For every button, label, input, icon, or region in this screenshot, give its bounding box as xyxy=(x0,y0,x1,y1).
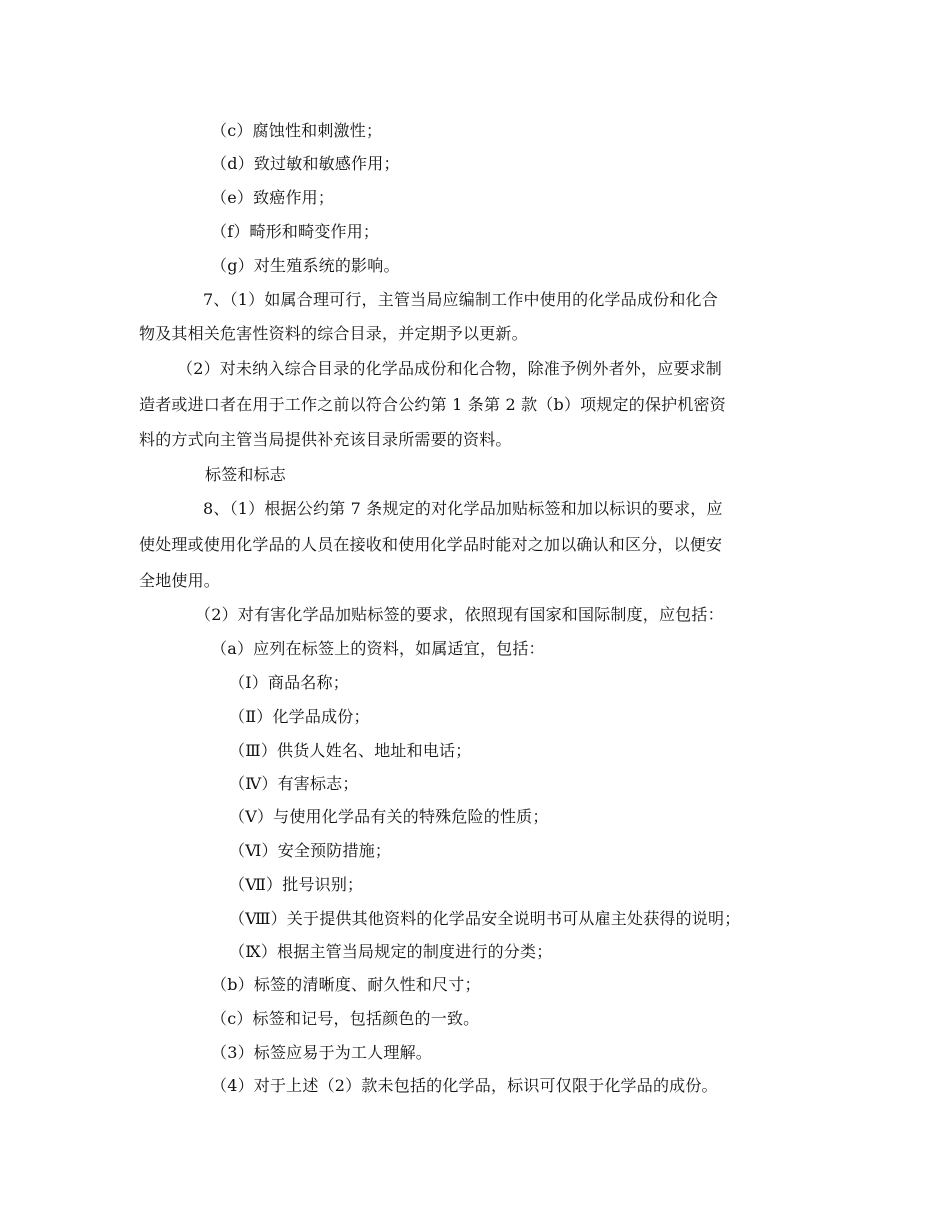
paragraph-8-2: （2）对有害化学品加贴标签的要求，依照现有国家和国际制度，应包括： xyxy=(195,605,724,624)
paragraph-8-1-line-1: 8、（1）根据公约第 7 条规定的对化学品加贴标签和加以标识的要求，应 xyxy=(203,499,723,518)
list-item-c-corrosive: （c）腐蚀性和刺激性； xyxy=(211,121,383,140)
list-item-b-legibility: （b）标签的清晰度、耐久性和尺寸； xyxy=(211,975,481,994)
list-item-d-allergenic: （d）致过敏和敏感作用； xyxy=(211,154,400,173)
sub-item-vii: （Ⅶ）批号识别； xyxy=(229,875,364,894)
list-item-e-carcinogenic: （e）致癌作用； xyxy=(211,188,335,207)
list-item-c-consistency: （c）标签和记号，包括颜色的一致。 xyxy=(211,1009,480,1028)
sub-item-vi: （Ⅵ）安全预防措施； xyxy=(229,841,392,860)
sub-item-v: （Ⅴ）与使用化学品有关的特殊危险的性质； xyxy=(229,807,549,826)
sub-item-ii: （Ⅱ）化学品成份； xyxy=(229,707,370,726)
list-item-a-label-info: （a）应列在标签上的资料，如属适宜，包括： xyxy=(211,639,545,658)
paragraph-7-2-line-3: 料的方式向主管当局提供补充该目录所需要的资料。 xyxy=(139,430,512,449)
sub-item-iv: （Ⅳ）有害标志； xyxy=(229,774,359,793)
paragraph-7-2-line-2: 造者或进口者在用于工作之前以符合公约第 1 条第 2 款（b）项规定的保护机密资 xyxy=(139,395,726,414)
sub-item-i: （Ⅰ）商品名称； xyxy=(229,673,349,692)
sub-item-viii: （Ⅷ）关于提供其他资料的化学品安全说明书可从雇主处获得的说明； xyxy=(229,909,741,928)
paragraph-7-2-line-1: （2）对未纳入综合目录的化学品成份和化合物，除准予例外者外，应要求制 xyxy=(177,359,722,378)
list-item-g-reproductive: （g）对生殖系统的影响。 xyxy=(211,256,400,275)
section-heading-labels: 标签和标志 xyxy=(205,465,287,484)
paragraph-8-4: （4）对于上述（2）款未包括的化学品，标识可仅限于化学品的成份。 xyxy=(211,1076,718,1095)
paragraph-7-1-line-1: 7、（1）如属合理可行，主管当局应编制工作中使用的化学品成份和化合 xyxy=(203,290,718,309)
sub-item-ix: （Ⅸ）根据主管当局规定的制度进行的分类； xyxy=(229,942,553,961)
paragraph-7-1-line-2: 物及其相关危害性资料的综合目录，并定期予以更新。 xyxy=(139,324,528,343)
paragraph-8-3: （3）标签应易于为工人理解。 xyxy=(211,1043,432,1062)
paragraph-8-1-line-3: 全地使用。 xyxy=(139,571,221,590)
list-item-f-teratogenic: （f）畸形和畸变作用； xyxy=(211,222,380,241)
sub-item-iii: （Ⅲ）供货人姓名、地址和电话； xyxy=(229,741,472,760)
paragraph-8-1-line-2: 使处理或使用化学品的人员在接收和使用化学品时能对之加以确认和区分，以便安 xyxy=(139,535,723,554)
